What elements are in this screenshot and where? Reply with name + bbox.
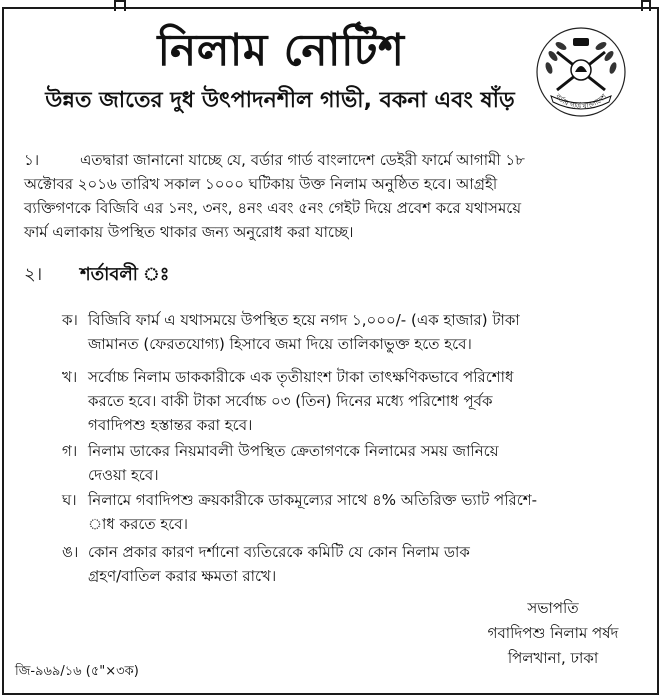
conditions-heading-row [24, 262, 169, 288]
condition-ka [62, 308, 642, 356]
signature-block [478, 596, 628, 671]
condition-line: জামানত (ফেরতযোগ্য) হিসাবে জমা দিয়ে তালিকাভুক্ত হতে হবে। [88, 335, 472, 353]
condition-line: াধ করতে হবে। [88, 515, 188, 533]
condition-umo [62, 540, 642, 588]
condition-line: কোন প্রকার কারণ দর্শানো ব্যতিরেকে কমিটি যে কোন নিলাম ডাক [88, 543, 470, 561]
paragraph-1-line: অক্টোবর ২০১৬ তারিখ সকাল ১০০০ ঘটিকায় উক্ত নিলাম অনুষ্ঠিত হবে। আগ্রহী [24, 175, 498, 193]
conditions-heading: শর্তাবলী ঃ [80, 264, 170, 285]
notice-title: নিলাম নোটিশ [157, 25, 405, 76]
bgb-crest-icon [535, 26, 627, 118]
condition-line: নিলাম ডাকের নিয়মাবলী উপস্থিত ক্রেতাগণকে নিলামের সময় জানিয়ে [88, 442, 499, 460]
paragraph-1-line: ফার্ম এলাকায় উপস্থিত থাকার জন্য অনুরোধ করা যাচ্ছে। [24, 223, 354, 241]
signature-org: গবাদিপশু নিলাম পর্ষদ [487, 624, 619, 642]
section-2-number: ২। [24, 264, 43, 285]
paragraph-1 [24, 148, 644, 244]
paragraph-1-line: ব্যক্তিগণকে বিজিবি এর ১নং, ৩নং, ৪নং এবং ৫নং গেইট দিয়ে প্রবেশ করে যথাসময়ে [24, 199, 522, 217]
reference-code: জি-৯৬৯/১৬ (৫"×৩ক) [15, 664, 139, 679]
condition-line: সর্বোচ্চ নিলাম ডাককারীকে এক তৃতীয়াংশ টাকা তাৎক্ষণিকভাবে পরিশোধ [88, 368, 514, 386]
condition-ga [62, 439, 642, 487]
svg-text:বর্ডার গার্ড বাংলাদেশ [553, 92, 609, 111]
condition-mark: ঙ। [62, 543, 79, 561]
condition-kha [62, 365, 642, 437]
condition-line: নিলামে গবাদিপশু ক্রয়কারীকে ডাকমূল্যের সাথে ৪% অতিরিক্ত ভ্যাট পরিশে- [88, 491, 538, 509]
condition-mark: গ। [62, 442, 78, 460]
paragraph-1-line: এতদ্বারা জানানো যাচ্ছে যে, বর্ডার গার্ড বাংলাদেশ ডেইরী ফার্মে আগামী ১৮ [80, 151, 525, 169]
signature-title: সভাপতি [527, 599, 579, 617]
condition-line: গ্রহণ/বাতিল করার ক্ষমতা রাখে। [88, 567, 277, 585]
condition-mark: ক। [62, 311, 78, 329]
paragraph-1-number: ১। [24, 151, 40, 169]
emblem-motto: বর্ডার গার্ড বাংলাদেশ [553, 92, 609, 111]
condition-line: গবাদিপশু হস্তান্তর করা হবে। [88, 416, 253, 434]
condition-line: করতে হবে। বাকী টাকা সর্বোচ্চ ০৩ (তিন) দিনের মধ্যে পরিশোধ পূর্বক [88, 392, 493, 410]
condition-line: দেওয়া হবে। [88, 466, 159, 484]
condition-gha [62, 488, 642, 536]
condition-mark: ঘ। [62, 491, 77, 509]
signature-place: পিলখানা, ঢাকা [507, 649, 599, 667]
notice-subtitle: উন্নত জাতের দুধ উৎপাদনশীল গাভী, বকনা এবং ষাঁড় [45, 88, 515, 113]
condition-line: বিজিবি ফার্ম এ যথাসময়ে উপস্থিত হয়ে নগদ ১,০০০/- (এক হাজার) টাকা [88, 311, 520, 329]
condition-mark: খ। [62, 368, 78, 386]
